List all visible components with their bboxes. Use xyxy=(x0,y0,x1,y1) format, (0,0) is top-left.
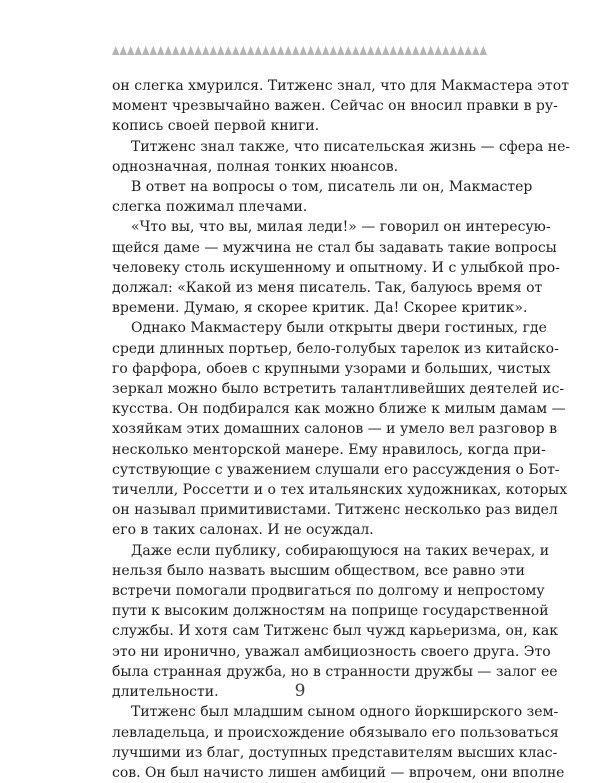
ornament-triangle xyxy=(442,46,450,55)
text-line: слегка пожимал плечами. xyxy=(112,199,308,216)
text-line: была странная дружба, но в странности дружбы — залог ее xyxy=(112,663,558,680)
text-line: длительности. xyxy=(112,684,219,701)
paragraph xyxy=(112,541,558,703)
ornament-triangle xyxy=(270,46,278,55)
text-line: «Что вы, что вы, милая леди!» — говорил он интересую- xyxy=(131,219,551,236)
ornament-triangle xyxy=(255,46,263,55)
ornament-triangle xyxy=(202,46,210,55)
text-line: человеку столь искушенному и опытному. И с улыбкой про- xyxy=(112,259,560,276)
ornament-triangle xyxy=(150,46,158,55)
ornament-triangle xyxy=(382,46,390,55)
ornament-triangle xyxy=(277,46,285,55)
text-line: момент чрезвычайно важен. Сейчас он вносил правки в ру- xyxy=(112,98,558,115)
text-line: однозначная, полная тонких нюансов. xyxy=(112,158,399,175)
ornament-triangle xyxy=(127,46,135,55)
paragraph xyxy=(112,76,569,137)
text-line: службы. И хотя сам Титженс был чужд карьеризма, он, как xyxy=(112,623,558,640)
ornament-triangle xyxy=(322,46,330,55)
body-text xyxy=(112,76,571,783)
ornament-triangle xyxy=(397,46,405,55)
ornament-triangle xyxy=(472,46,480,55)
text-line: щейся даме — мужчина не стал бы задавать такие вопросы xyxy=(112,239,557,256)
ornament-triangle xyxy=(180,46,188,55)
ornament-triangle xyxy=(232,46,240,55)
text-line: В ответ на вопросы о том, писатель ли он, Макмастер xyxy=(131,179,533,196)
text-line: он называл примитивистами. Титженс несколько раз видел xyxy=(112,502,558,519)
ornament-triangle xyxy=(142,46,150,55)
paragraph xyxy=(112,702,565,783)
ornament-triangle xyxy=(405,46,413,55)
text-line: сов. Он был начисто лишен амбиций — впрочем, они вполне xyxy=(112,764,565,781)
text-line: хозяйкам этих домашних салонов — и умело вел разговор в xyxy=(112,421,557,438)
ornament-triangle xyxy=(292,46,300,55)
text-line: его в таких салонах. И не осуждал. xyxy=(112,522,374,539)
ornament-triangle xyxy=(300,46,308,55)
triangle-border-ornament-icon xyxy=(112,44,488,56)
ornament-triangle xyxy=(457,46,465,55)
text-line: пути к высоким должностям на поприще государственной xyxy=(112,603,549,620)
ornament-triangle xyxy=(352,46,360,55)
text-line: Титженс знал также, что писательская жизнь — сфера не- xyxy=(131,138,571,155)
ornament-triangle xyxy=(217,46,225,55)
ornament-triangle xyxy=(450,46,458,55)
ornament-triangle xyxy=(195,46,203,55)
ornament-triangle xyxy=(247,46,255,55)
ornament-triangle xyxy=(367,46,375,55)
text-line: времени. Думаю, я скорее критик. Да! Скорее критик». xyxy=(112,300,528,317)
text-line: кусства. Он подбирался как можно ближе к милым дамам — xyxy=(112,401,566,418)
text-line: сутствующие с уважением слушали его рассуждения о Бот- xyxy=(112,461,560,478)
text-line: Даже если публику, собирающуюся на таких вечерах, и xyxy=(131,542,550,559)
text-line: нельзя было назвать высшим обществом, все равно эти xyxy=(112,562,525,579)
ornament-triangle xyxy=(337,46,345,55)
ornament-triangle xyxy=(345,46,353,55)
ornament-triangle xyxy=(262,46,270,55)
text-line: должал: «Какой из меня писатель. Так, балуюсь время от xyxy=(112,280,543,297)
ornament-triangle xyxy=(420,46,428,55)
paragraph xyxy=(112,177,533,217)
ornament-triangle xyxy=(330,46,338,55)
text-line: тичелли, Россетти и о тех итальянских художниках, которых xyxy=(112,482,568,499)
text-line: среди длинных портьер, бело-голубых тарелок из китайско- xyxy=(112,340,559,357)
text-line: Однако Макмастеру были открыты двери гостиных, где xyxy=(131,320,547,337)
ornament-triangle xyxy=(360,46,368,55)
text-line: лучшими из благ, доступных представителям высших клас- xyxy=(112,744,558,761)
ornament-triangle xyxy=(120,46,128,55)
ornament-triangle xyxy=(157,46,165,55)
text-line: Титженс был младшим сыном одного йоркширского зем- xyxy=(131,704,559,721)
text-line: копись своей первой книги. xyxy=(112,118,320,135)
paragraph xyxy=(112,318,568,540)
ornament-triangle xyxy=(225,46,233,55)
text-line: зеркал можно было встретить талантливейших деятелей ис- xyxy=(112,381,565,398)
paragraph xyxy=(112,217,560,318)
ornament-triangle xyxy=(165,46,173,55)
text-line: го фарфора, обоев с крупными узорами и больших, чистых xyxy=(112,360,551,377)
text-line: он слегка хмурился. Титженс знал, что для Макмастера этот xyxy=(112,78,569,94)
paragraph xyxy=(112,137,571,177)
ornament-triangle xyxy=(480,46,488,55)
ornament-triangle xyxy=(135,46,143,55)
ornament-triangle xyxy=(307,46,315,55)
ornament-triangle xyxy=(435,46,443,55)
ornament-triangle xyxy=(412,46,420,55)
ornament-triangle xyxy=(210,46,218,55)
page-number: 9 xyxy=(294,681,306,701)
ornament-triangle xyxy=(285,46,293,55)
ornament-triangle xyxy=(187,46,195,55)
ornament-triangle xyxy=(427,46,435,55)
text-line: несколько менторской манере. Ему нравилось, когда при- xyxy=(112,441,546,458)
ornament-triangle xyxy=(172,46,180,55)
ornament-triangle xyxy=(240,46,248,55)
ornament-triangle xyxy=(390,46,398,55)
ornament-triangle xyxy=(375,46,383,55)
ornament-triangle xyxy=(315,46,323,55)
text-line: это ни иронично, уважал амбициозность своего друга. Это xyxy=(112,643,551,660)
text-line: встречи помогали продвигаться по долгому и непростому xyxy=(112,583,545,600)
text-line: левладельца, и происхождение обязывало его пользоваться xyxy=(112,724,559,741)
ornament-triangle xyxy=(112,46,120,55)
ornament-triangle xyxy=(465,46,473,55)
